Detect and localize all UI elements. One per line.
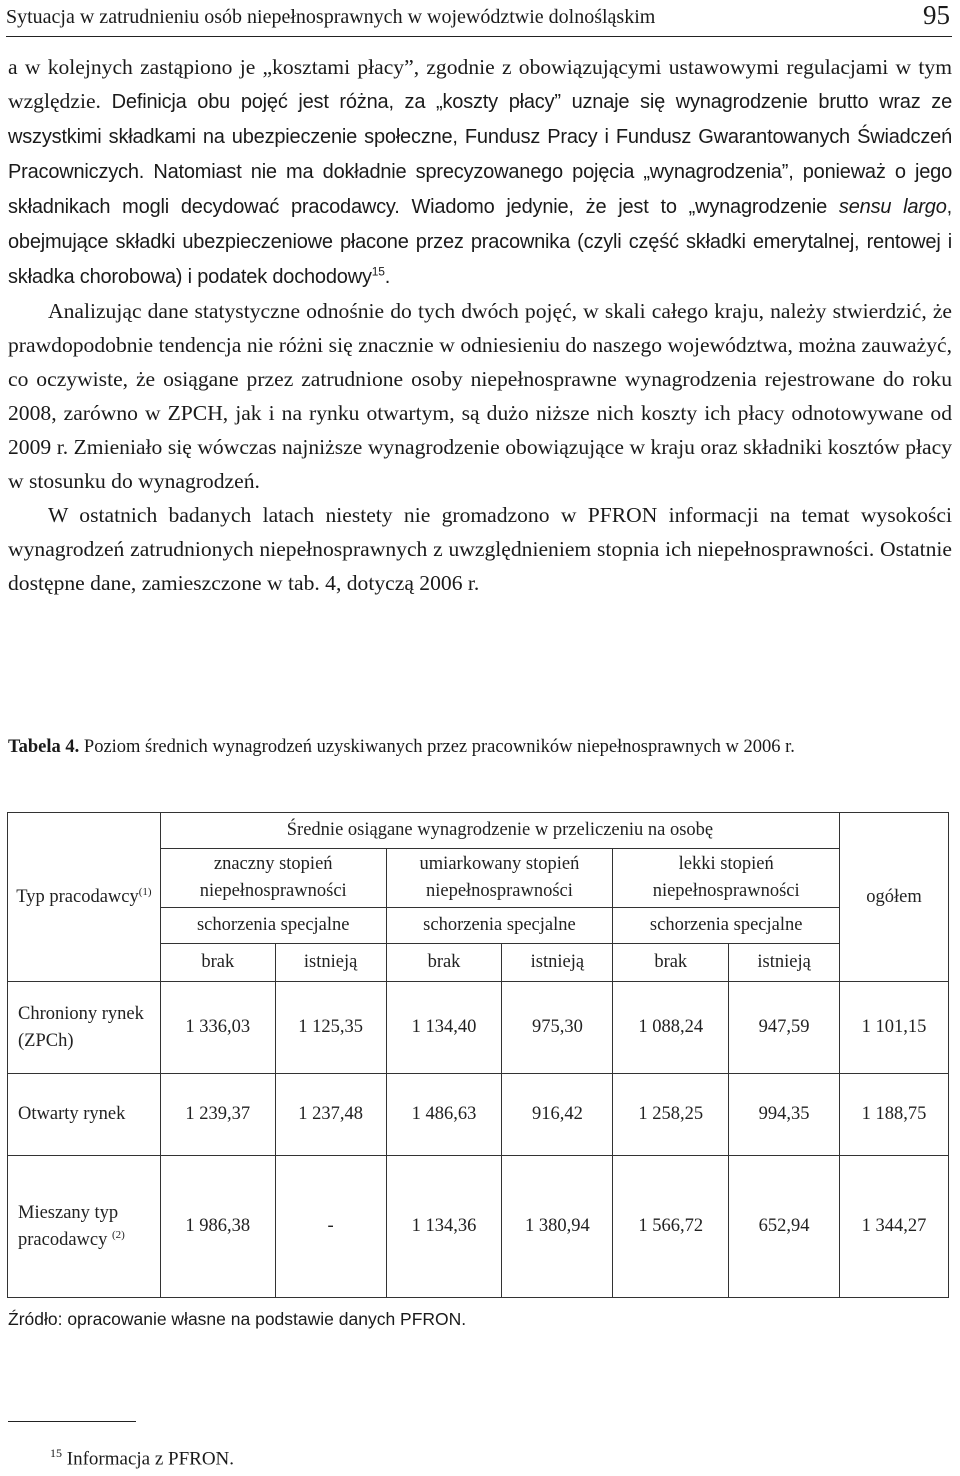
table-cell: 1 088,24 [613, 982, 729, 1074]
row-label: Chroniony rynek (ZPCh) [8, 982, 161, 1074]
degree-light: lekki stopień niepełnosprawności [613, 849, 840, 908]
sub-col-present: istnieją [729, 944, 840, 982]
paragraph-1-middle: Definicja obu pojęć jest różna, za „koszty płacy” uznaje się wynagrodzenie brutto wraz ze wszystkimi składkami na ubezpieczenie społeczne, Fundusz Pracy i Fundusz Gwarantowanych Świadczeń Pracowniczych. Natomiast nie ma dokładnie sprecyzowanego pojęcia „wynagrodzenia”, ponieważ o jego składnikach mogli decydować pracodawcy. Wiadomo jedynie, że jest to „wynagrodzenie [8, 91, 952, 218]
table-source: Źródło: opracowanie własne na podstawie danych PFRON. [8, 1309, 467, 1329]
footnote-text: Informacja z PFRON. [62, 1448, 235, 1470]
paragraph-1 [8, 50, 952, 294]
table-cell-total: 1 188,75 [840, 1074, 949, 1156]
footnote-reference[interactable]: 15 [371, 264, 385, 279]
table-cell: - [275, 1156, 386, 1298]
paragraph-1-narrow-run [8, 91, 952, 288]
table-cell: 1 134,40 [386, 982, 502, 1074]
table-caption [8, 734, 918, 761]
paragraph-1-end: , obejmujące składki ubezpieczeniowe płacone przez pracownika (czyli część składki emerytalnej, rentowej i składka chorobowa) i podatek dochodowy [8, 196, 953, 288]
table-cell: 1 258,25 [613, 1074, 729, 1156]
degree-significant: znaczny stopień niepełnosprawności [160, 849, 386, 908]
table-cell: 1 125,35 [275, 982, 386, 1074]
sub-col-present: istnieją [502, 944, 613, 982]
table-cell: 994,35 [729, 1074, 840, 1156]
table-cell: 1 566,72 [613, 1156, 729, 1298]
page-number: 95 [923, 0, 950, 30]
table-cell: 1 237,48 [275, 1074, 386, 1156]
sub-col-absent: brak [160, 944, 275, 982]
table-caption-text: Poziom średnich wynagrodzeń uzyskiwanych przez pracowników niepełnosprawnych w 2006 r. [79, 737, 795, 757]
latin-phrase: sensu largo [838, 196, 947, 218]
employer-type-header: Typ pracodawcy$^{(1)}$ [8, 813, 161, 982]
sub-col-present: istnieją [275, 944, 386, 982]
wages-table [7, 812, 949, 1298]
running-header [6, 2, 952, 37]
degree-moderate: umiarkowany stopień niepełnosprawności [386, 849, 613, 908]
table-cell: 1 380,94 [502, 1156, 613, 1298]
row-label: Mieszany typ pracodawcy $^{(2)}$ [8, 1156, 161, 1298]
running-title: Sytuacja w zatrudnieniu osób niepełnosprawnych w województwie dolnośląskim [6, 6, 656, 28]
row-label: Otwarty rynek [8, 1074, 161, 1156]
table-caption-label: Tabela 4. [8, 737, 80, 757]
paragraph-3: W ostatnich badanych latach niestety nie gromadzono w PFRON informacji na temat wysokości wynagrodzeń zatrudnionych niepełnosprawnych z uwzględnieniem stopnia ich niepełnosprawności. Ostatnie dostępne dane, zamieszczone w tab. 4, dotyczą 2006 r. [8, 503, 952, 595]
footnote-divider [8, 1421, 136, 1422]
body-text [8, 50, 952, 600]
table-cell: 1 336,03 [160, 982, 275, 1074]
paragraph-1-period: . [384, 266, 391, 288]
special-conditions-3: schorzenia specjalne [613, 908, 840, 944]
total-header: ogółem [840, 813, 949, 982]
table-cell: 1 986,38 [160, 1156, 275, 1298]
sub-col-absent: brak [613, 944, 729, 982]
table-row [8, 1156, 949, 1298]
special-conditions-1: schorzenia specjalne [160, 908, 386, 944]
table-row [8, 1074, 949, 1156]
table-cell-total: 1 101,15 [840, 982, 949, 1074]
table-cell: 652,94 [729, 1156, 840, 1298]
paragraph-2: Analizując dane statystyczne odnośnie do tych dwóch pojęć, w skali całego kraju, należy stwierdzić, że prawdopodobnie tendencja nie różni się znacznie w odniesieniu do naszego województwa, można zauważyć, co oczywiste, że osiągane przez zatrudnione osoby niepełnosprawne wynagrodzenia rejestrowane do roku 2008, zarówno w ZPCH, jak i na rynku otwartym, są dużo niższe nich koszty ich płacy odnotowywane od 2009 r. Zmieniało się wówczas najniższe wynagrodzenie obowiązujące w kraju oraz składniki kosztów płacy w stosunku do wynagrodzeń. [8, 299, 952, 493]
special-conditions-2: schorzenia specjalne [386, 908, 613, 944]
table-cell: 1 486,63 [386, 1074, 502, 1156]
sub-col-absent: brak [386, 944, 502, 982]
paragraph-1-start: a w kolejnych zastąpiono je „kosztami płacy”, zgodnie z obowiązującymi ustawowymi regulacjami w tym względzie. [8, 55, 952, 113]
table-cell-total: 1 344,27 [840, 1156, 949, 1298]
table-row [8, 982, 949, 1074]
table-cell: 947,59 [729, 982, 840, 1074]
table-cell: 975,30 [502, 982, 613, 1074]
group-header: Średnie osiągane wynagrodzenie w przeliczeniu na osobę [160, 813, 839, 849]
table-cell: 1 134,36 [386, 1156, 502, 1298]
footnote-number: 15 [50, 1446, 62, 1460]
table-cell: 1 239,37 [160, 1074, 275, 1156]
footnote [50, 1446, 234, 1470]
table-cell: 916,42 [502, 1074, 613, 1156]
